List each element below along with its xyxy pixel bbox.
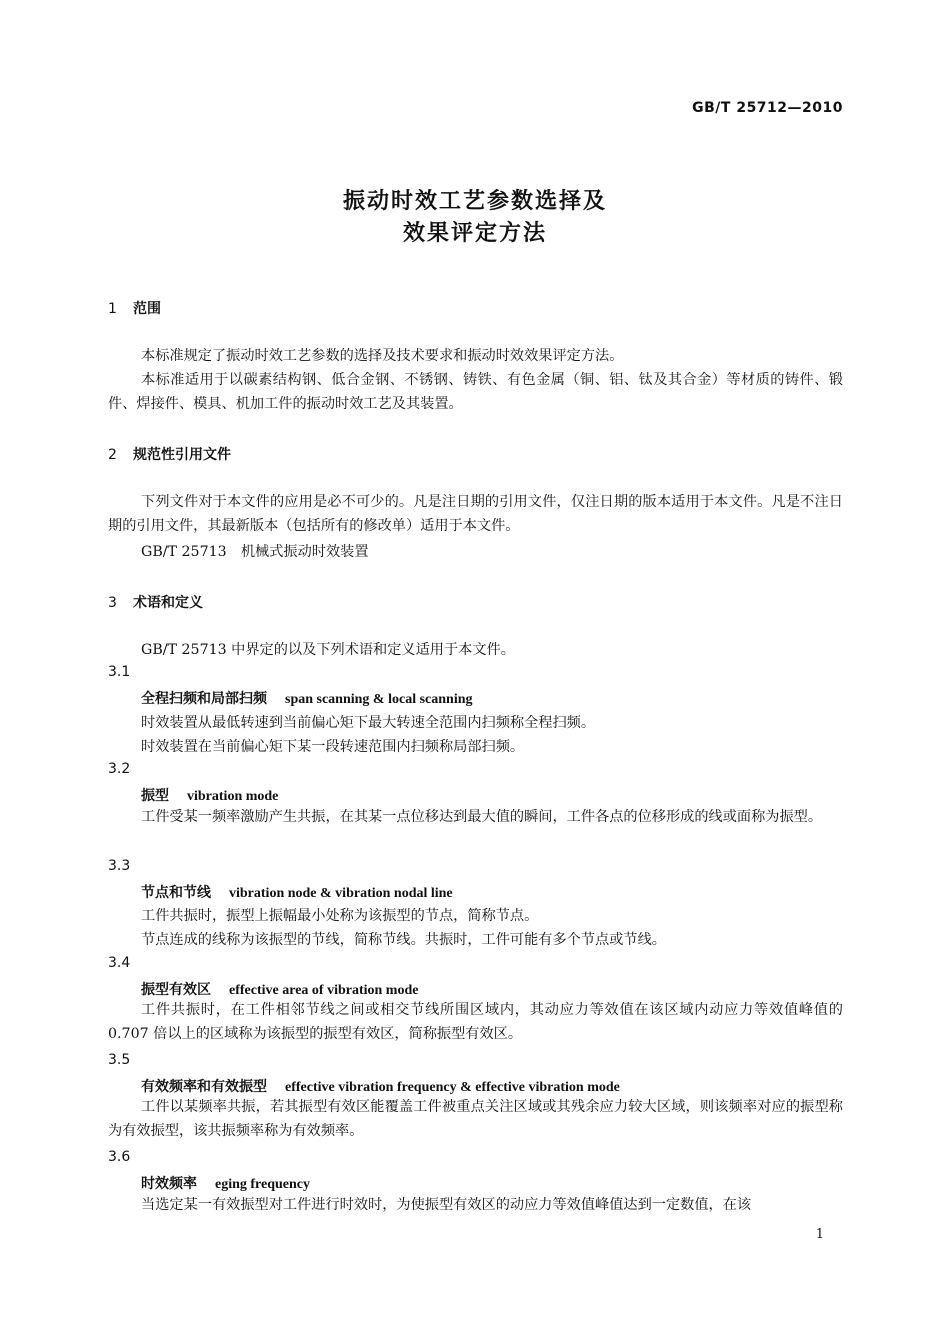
term-zh: 时效频率	[141, 1176, 197, 1192]
term-3-2-title	[141, 785, 278, 805]
term-3-3-definition-2: 节点连成的线称为该振型的节线，简称节线。共振时，工件可能有多个节点或节线。	[141, 932, 666, 948]
term-zh: 振型	[141, 788, 169, 804]
term-3-4-number: 3.4	[108, 955, 131, 971]
term-3-5-definition-1: 工件以某频率共振，若其振型有效区能覆盖工件被重点关注区域或其残余应力较大区域，则该频率对应的振型称为有效振型，该共振频率称为有效频率。	[108, 1099, 843, 1139]
document-title-line-1: 振动时效工艺参数选择及	[342, 189, 607, 214]
term-zh: 全程扫频和局部扫频	[141, 691, 267, 707]
term-3-5-number: 3.5	[108, 1052, 131, 1068]
term-en: vibration node & vibration nodal line	[229, 886, 453, 901]
term-3-2-number: 3.2	[108, 761, 131, 777]
term-3-3-number: 3.3	[108, 858, 131, 874]
term-3-6-title	[141, 1173, 310, 1193]
section-title: 规范性引用文件	[133, 447, 231, 463]
term-3-1-definition-2: 时效装置在当前偏心矩下某一段转速范围内扫频称局部扫频。	[141, 739, 525, 755]
term-zh: 有效频率和有效振型	[141, 1079, 267, 1095]
term-3-3-definition-1: 工件共振时，振型上振幅最小处称为该振型的节点，简称节点。	[141, 908, 539, 924]
term-en: effective vibration frequency & effective vibration mode	[285, 1080, 620, 1095]
section-1-heading	[108, 298, 161, 318]
term-3-4-title	[141, 979, 418, 999]
section-3-heading	[108, 592, 203, 612]
term-3-2-definition-1: 工件受某一频率激励产生共振，在其某一点位移达到最大值的瞬间，工件各点的位移形成的线或面称为振型。	[141, 809, 823, 825]
section-number: 1	[108, 301, 117, 317]
term-3-6-definition-1: 当选定某一有效振型对工件进行时效时，为使振型有效区的动应力等效值峰值达到一定数值，在该	[141, 1197, 752, 1213]
section-2-paragraph-1: 下列文件对于本文件的应用是必不可少的。凡是注日期的引用文件，仅注日期的版本适用于本文件。凡是不注日期的引用文件，其最新版本（包括所有的修改单）适用于本文件。	[108, 494, 843, 534]
section-title: 范围	[133, 301, 161, 317]
term-en: vibration mode	[187, 789, 279, 804]
term-zh: 振型有效区	[141, 982, 211, 998]
term-3-1-number: 3.1	[108, 664, 131, 680]
term-en: effective area of vibration mode	[229, 983, 419, 998]
term-3-6-number: 3.6	[108, 1149, 131, 1165]
term-3-1-title	[141, 688, 473, 708]
term-3-3-title	[141, 882, 453, 902]
standard-code: GB/T 25712—2010	[692, 100, 843, 116]
term-en: span scanning & local scanning	[285, 692, 473, 707]
term-3-5-title	[141, 1076, 620, 1096]
section-1-paragraph-1: 本标准规定了振动时效工艺参数的选择及技术要求和振动时效效果评定方法。	[141, 348, 624, 364]
section-number: 2	[108, 447, 117, 463]
section-number: 3	[108, 595, 117, 611]
term-3-4-definition-1: 工件共振时，在工件相邻节线之间或相交节线所围区域内，其动应力等效值在该区域内动应力等效值峰值的 0.707 倍以上的区域称为该振型的振型有效区，简称振型有效区。	[108, 1002, 843, 1042]
section-title: 术语和定义	[133, 595, 203, 611]
term-en: eging frequency	[215, 1177, 311, 1192]
document-title-line-2: 效果评定方法	[402, 221, 547, 246]
term-zh: 节点和节线	[141, 885, 211, 901]
normative-reference: GB/T 25713 机械式振动时效装置	[141, 544, 369, 560]
term-3-1-definition-1: 时效装置从最低转速到当前偏心矩下最大转速全范围内扫频称全程扫频。	[141, 715, 596, 731]
section-2-heading	[108, 444, 231, 464]
section-3-intro: GB/T 25713 中界定的以及下列术语和定义适用于本文件。	[141, 642, 515, 658]
section-1-paragraph-2: 本标准适用于以碳素结构钢、低合金钢、不锈钢、铸铁、有色金属（铜、铝、钛及其合金）等材质的铸件、锻件、焊接件、模具、机加工件的振动时效工艺及其装置。	[108, 372, 843, 412]
page-number: 1	[815, 1227, 824, 1242]
